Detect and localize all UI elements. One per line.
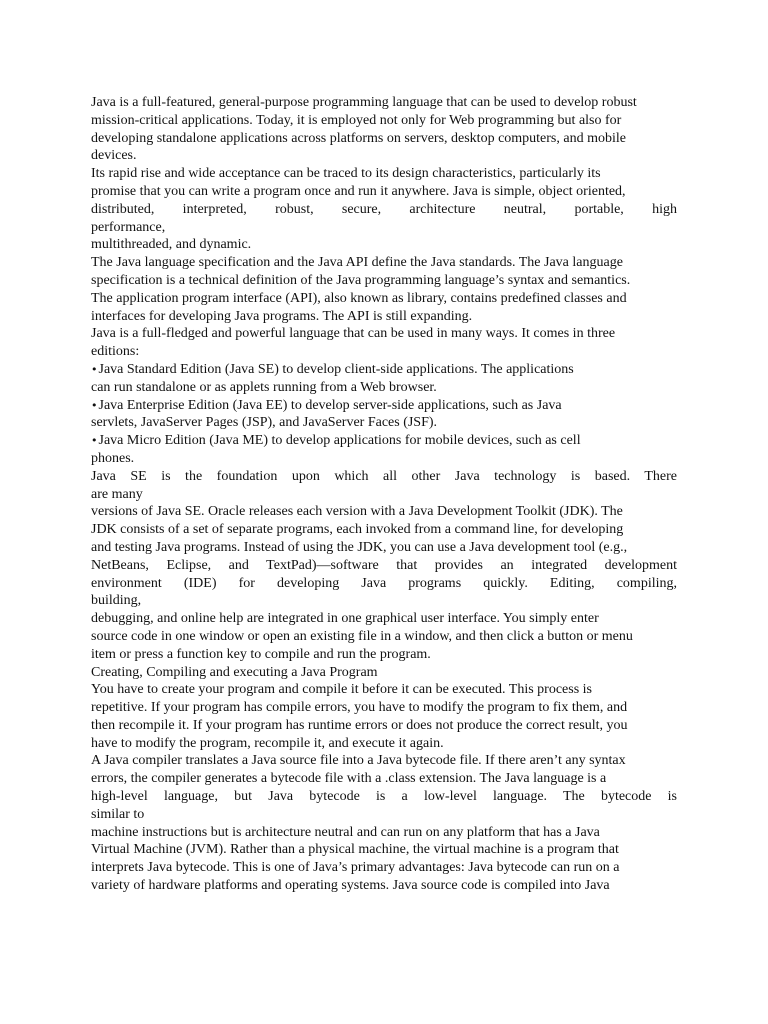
bullet-item: [91, 397, 677, 415]
text-line: mission-critical applications. Today, it is employed not only for Web programming but also for: [91, 112, 622, 128]
text-line: building,: [91, 593, 142, 609]
text-line: NetBeans, Eclipse, and TextPad)—software that provides an integrated development: [91, 557, 677, 573]
text-line: servlets, JavaServer Pages (JSP), and JavaServer Faces (JSF).: [91, 415, 438, 431]
text-line: have to modify the program, recompile it, and execute it again.: [91, 735, 444, 751]
text-line: then recompile it. If your program has runtime errors or does not produce the correct result, you: [91, 717, 628, 733]
text-line: distributed, interpreted, robust, secure, architecture neutral, portable, high: [91, 201, 677, 217]
text-line: phones.: [91, 450, 135, 466]
text-line: can run standalone or as applets running from a Web browser.: [91, 379, 437, 395]
text-line: similar to: [91, 806, 145, 822]
text-line: specification is a technical definition of the Java programming language’s syntax and semantics.: [91, 272, 631, 288]
bullet-icon: •: [91, 398, 98, 412]
text-line: Virtual Machine (JVM). Rather than a physical machine, the virtual machine is a program that: [91, 842, 619, 858]
text-line: performance,: [91, 219, 166, 235]
bullet-text: Java Micro Edition (Java ME) to develop applications for mobile devices, such as cell: [98, 433, 581, 449]
text-line: The application program interface (API), also known as library, contains predefined classes and: [91, 290, 627, 306]
bullet-text: Java Enterprise Edition (Java EE) to develop server-side applications, such as Java: [98, 397, 562, 413]
text-line: JDK consists of a set of separate programs, each invoked from a command line, for developing: [91, 522, 624, 538]
text-line: Java is a full-featured, general-purpose programming language that can be used to develop robust: [91, 95, 637, 110]
text-line: The Java language specification and the Java API define the Java standards. The Java language: [91, 255, 623, 271]
text-line: multithreaded, and dynamic.: [91, 237, 252, 253]
text-line: Java SE is the foundation upon which all other Java technology is based. There: [91, 468, 677, 484]
text-line: debugging, and online help are integrated in one graphical user interface. You simply enter: [91, 611, 599, 627]
bullet-icon: •: [91, 434, 98, 448]
text-line: errors, the compiler generates a bytecode file with a .class extension. The Java language is a: [91, 771, 607, 787]
text-line: environment (IDE) for developing Java programs quickly. Editing, compiling,: [91, 575, 677, 591]
text-line: source code in one window or open an existing file in a window, and then click a button or menu: [91, 628, 633, 644]
text-line: are many: [91, 486, 143, 502]
bullet-icon: •: [91, 362, 98, 376]
bullet-item: [91, 432, 677, 450]
text-line: editions:: [91, 344, 140, 360]
text-line: Its rapid rise and wide acceptance can be traced to its design characteristics, particularly its: [91, 166, 601, 182]
text-line: variety of hardware platforms and operating systems. Java source code is compiled into Java: [91, 878, 610, 894]
section-heading: Creating, Compiling and executing a Java Program: [91, 664, 378, 680]
text-line: You have to create your program and compile it before it can be executed. This process is: [91, 682, 592, 698]
document-page: [91, 94, 677, 895]
text-line: versions of Java SE. Oracle releases each version with a Java Development Toolkit (JDK). The: [91, 504, 623, 520]
text-line: repetitive. If your program has compile errors, you have to modify the program to fix them, and: [91, 700, 628, 716]
text-line: promise that you can write a program once and run it anywhere. Java is simple, object oriented,: [91, 183, 626, 199]
text-line: machine instructions but is architecture neutral and can run on any platform that has a Java: [91, 824, 600, 840]
text-line: item or press a function key to compile and run the program.: [91, 646, 431, 662]
text-line: A Java compiler translates a Java source file into a Java bytecode file. If there aren’t any syntax: [91, 753, 626, 769]
text-line: and testing Java programs. Instead of using the JDK, you can use a Java development tool (e.g.,: [91, 539, 628, 555]
text-line: interprets Java bytecode. This is one of Java’s primary advantages: Java bytecode can run on a: [91, 860, 620, 876]
text-line: high-level language, but Java bytecode is a low-level language. The bytecode is: [91, 789, 677, 805]
text-line: interfaces for developing Java programs. The API is still expanding.: [91, 308, 473, 324]
text-line: Java is a full-fledged and powerful language that can be used in many ways. It comes in three: [91, 326, 616, 342]
bullet-text: Java Standard Edition (Java SE) to develop client-side applications. The applications: [98, 361, 574, 377]
text-line: developing standalone applications across platforms on servers, desktop computers, and mobile: [91, 130, 626, 146]
bullet-item: [91, 361, 677, 379]
text-line: devices.: [91, 148, 137, 164]
